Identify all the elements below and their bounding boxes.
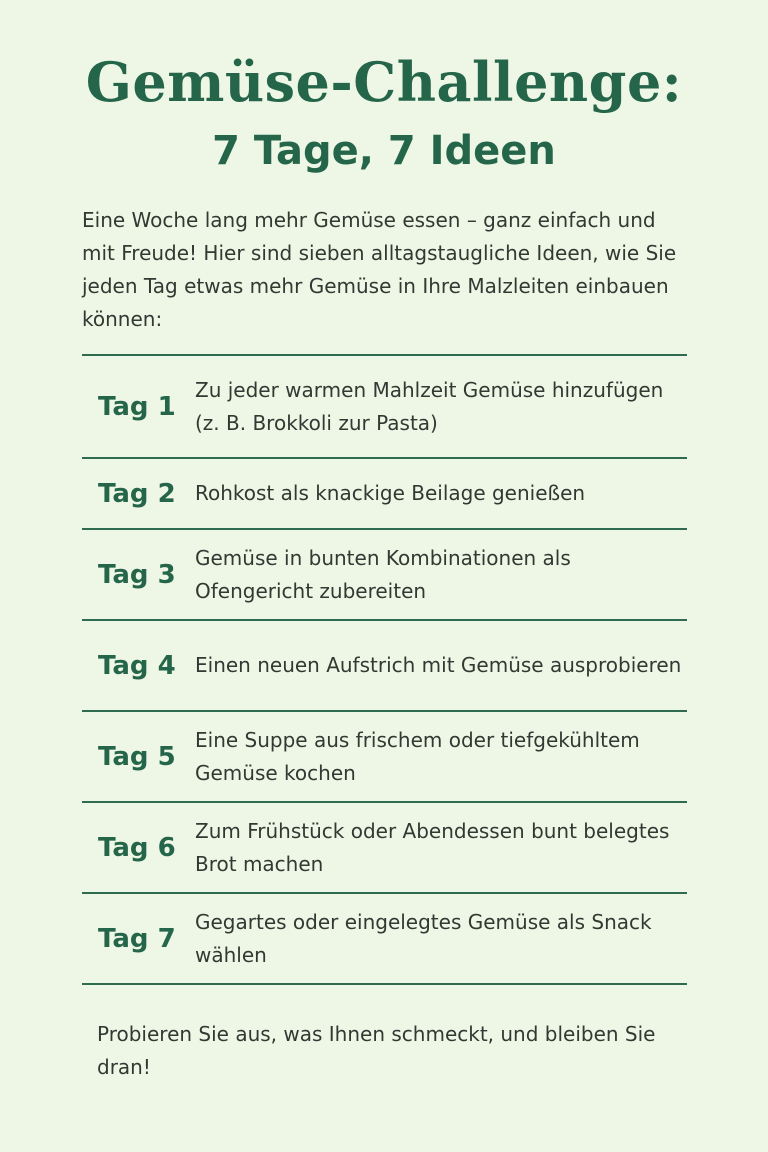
page-title: Gemüse-Challenge: xyxy=(85,50,683,114)
challenge-list xyxy=(82,354,687,985)
page-subtitle: 7 Tage, 7 Ideen xyxy=(212,128,556,174)
day-label: Tag 3 xyxy=(98,559,176,590)
day-idea: Einen neuen Aufstrich mit Gemüse ausprobieren xyxy=(195,653,682,677)
intro-paragraph: Eine Woche lang mehr Gemüse essen – ganz einfach und mit Freude! Hier sind sieben alltagstaugliche Ideen, wie Sie jeden Tag etwas mehr Gemüse in Ihre Malzleiten einbauen können: xyxy=(82,208,677,331)
day-row-4 xyxy=(82,621,687,712)
day-row-6 xyxy=(82,803,687,894)
day-label: Tag 5 xyxy=(98,741,176,772)
day-idea: Rohkost als knackige Beilage genießen xyxy=(195,481,586,505)
day-label: Tag 2 xyxy=(98,478,176,509)
day-idea: Zu jeder warmen Mahlzeit Gemüse hinzufügen (z. B. Brokkoli zur Pasta) xyxy=(195,377,664,435)
day-idea: Gemüse in bunten Kombinationen als Ofengericht zubereiten xyxy=(195,545,571,603)
day-label: Tag 6 xyxy=(98,832,176,863)
day-row-1 xyxy=(82,356,687,459)
day-row-3 xyxy=(82,530,687,621)
day-label: Tag 4 xyxy=(98,650,176,681)
day-row-5 xyxy=(82,712,687,803)
day-row-7 xyxy=(82,894,687,985)
day-label: Tag 1 xyxy=(98,391,176,422)
day-row-2 xyxy=(82,459,687,530)
day-idea: Zum Frühstück oder Abendessen bunt belegtes Brot machen xyxy=(195,818,670,876)
day-idea: Eine Suppe aus frischem oder tiefgekühltem Gemüse kochen xyxy=(195,727,640,785)
closing-paragraph: Probieren Sie aus, was Ihnen schmeckt, und bleiben Sie dran! xyxy=(97,1022,656,1079)
day-label: Tag 7 xyxy=(98,923,176,954)
day-idea: Gegartes oder eingelegtes Gemüse als Snack wählen xyxy=(195,909,652,967)
